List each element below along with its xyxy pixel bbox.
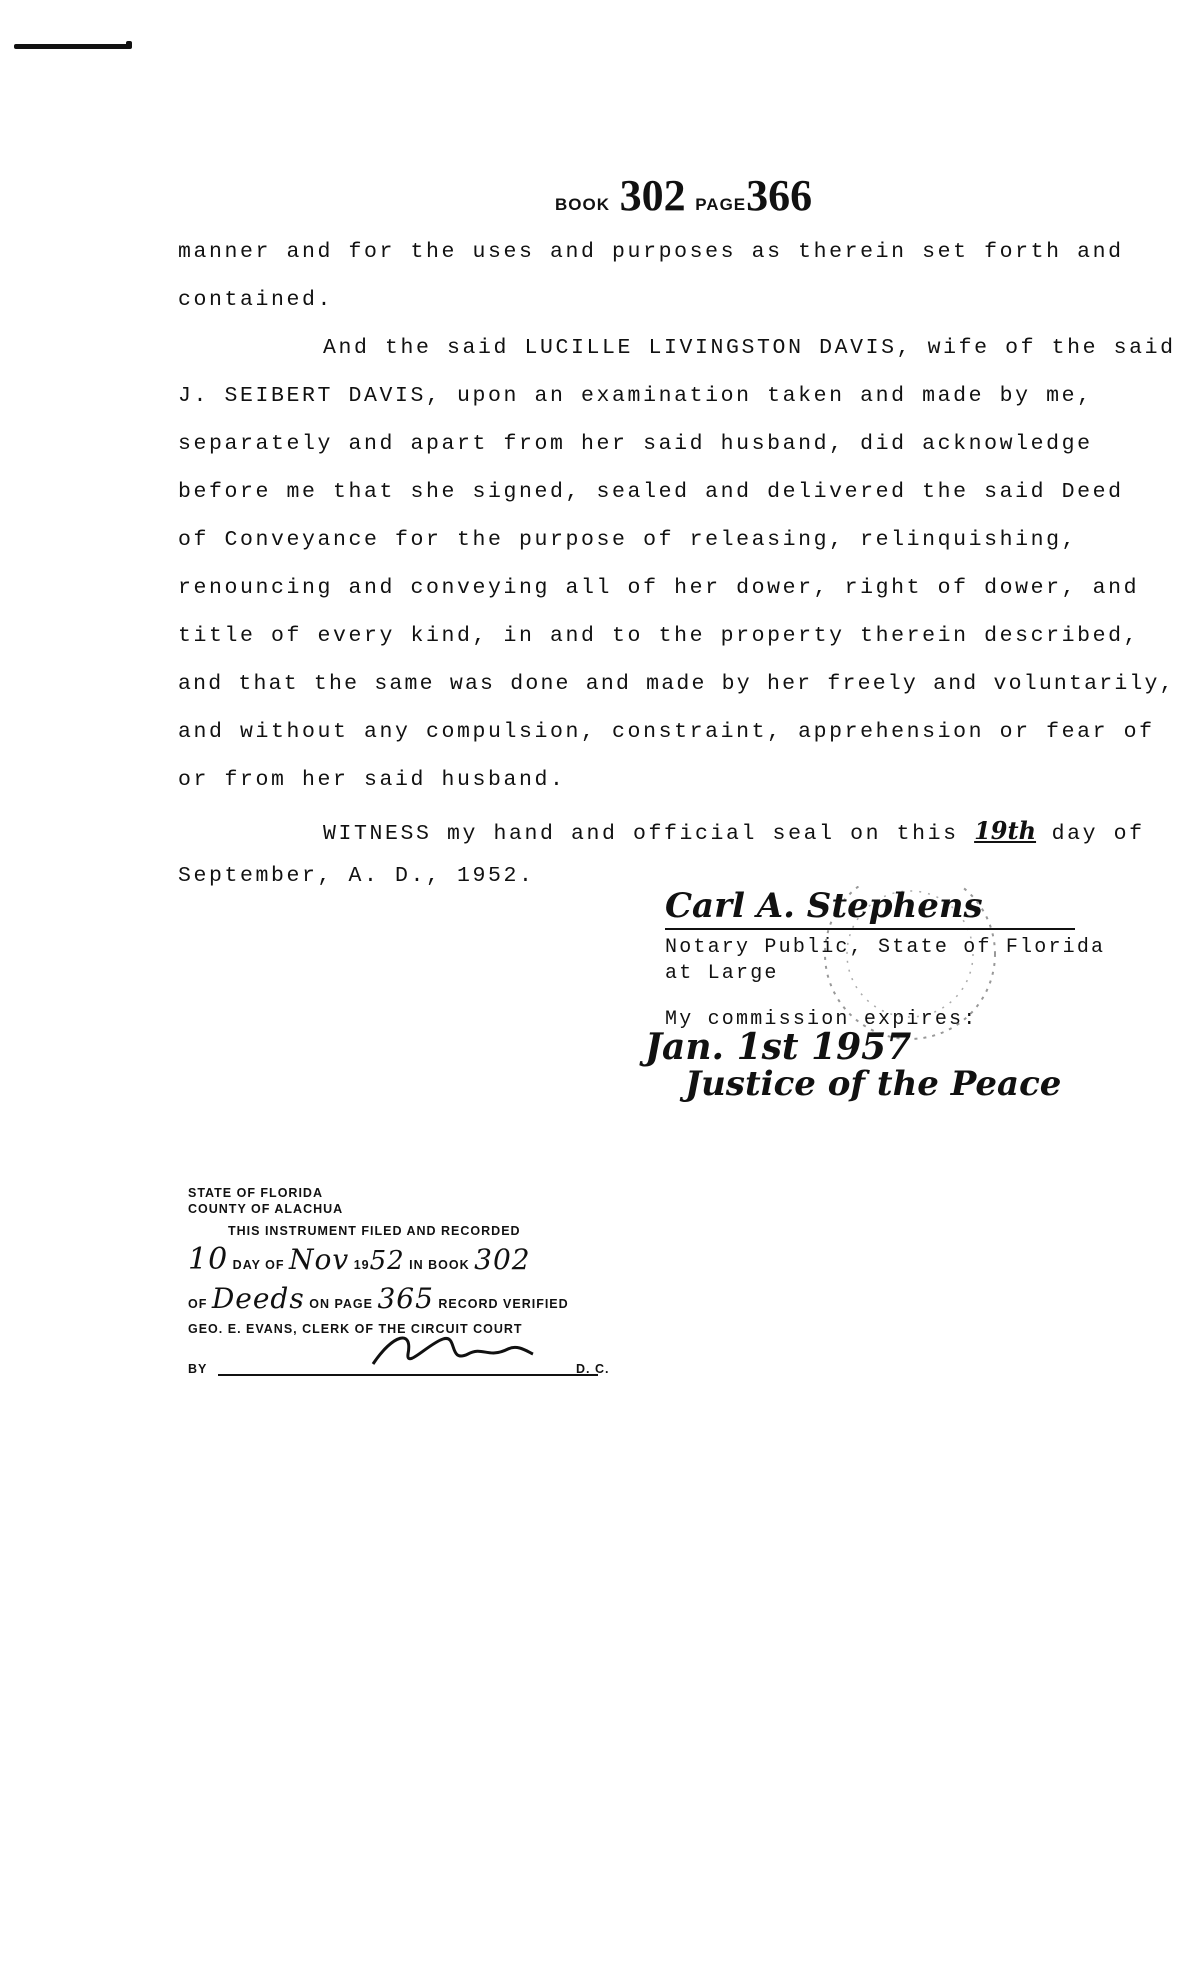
commission-label: My commission expires: <box>665 1008 978 1031</box>
stamp-clerk: GEO. E. EVANS, CLERK OF THE CIRCUIT COURT <box>188 1322 523 1336</box>
book-label: BOOK <box>555 195 610 214</box>
stamp-in-book-label: IN BOOK <box>409 1258 470 1272</box>
stamp-filed: THIS INSTRUMENT FILED AND RECORDED <box>228 1224 521 1238</box>
date-line: September, A. D., 1952. <box>178 864 535 888</box>
body-line: J. SEIBERT DAVIS, upon an examination taken and made by me, <box>178 384 1093 408</box>
stamp-by-line <box>218 1374 598 1376</box>
body-line: manner and for the uses and purposes as therein set forth and <box>178 240 1124 264</box>
stamp-page-row <box>188 1282 569 1315</box>
body-line: and that the same was done and made by her freely and voluntarily, <box>178 672 1175 696</box>
witness-text: WITNESS my hand and official seal on this <box>323 822 959 846</box>
body-line: renouncing and conveying all of her dower, right of dower, and <box>178 576 1140 600</box>
stamp-on-page-label: ON PAGE <box>309 1297 373 1311</box>
stamp-county: COUNTY OF ALACHUA <box>188 1202 344 1216</box>
stamp-record-verified: RECORD VERIFIED <box>438 1297 569 1311</box>
body-line: of Conveyance for the purpose of releasing, relinquishing, <box>178 528 1078 552</box>
notary-signature-block <box>645 886 1135 1126</box>
recording-stamp <box>188 1186 628 1386</box>
stamp-dc-label: D. C. <box>576 1362 610 1376</box>
stamp-book-value: 302 <box>474 1243 531 1276</box>
stamp-page-value: 365 <box>377 1282 434 1315</box>
stamp-year-prefix: 19 <box>353 1258 370 1272</box>
page-number: 366 <box>746 171 813 220</box>
stamp-year-value: 52 <box>369 1246 405 1276</box>
stamp-state: STATE OF FLORIDA <box>188 1186 323 1200</box>
body-line: And the said LUCILLE LIVINGSTON DAVIS, wife of the said <box>323 336 1176 360</box>
stamp-day-row <box>188 1242 531 1277</box>
stamp-month-value: Nov <box>289 1243 350 1276</box>
stamp-record-type: Deeds <box>211 1282 305 1315</box>
stamp-of-label: OF <box>188 1297 208 1311</box>
stamp-by-label: BY <box>188 1362 208 1376</box>
clerk-signature <box>368 1324 538 1374</box>
witness-line <box>323 816 1145 846</box>
body-line: separately and apart from her said husband, did acknowledge <box>178 432 1093 456</box>
stamp-day-label: DAY OF <box>232 1258 285 1272</box>
body-line: before me that she signed, sealed and delivered the said Deed <box>178 480 1124 504</box>
body-line: and without any compulsion, constraint, apprehension or fear of <box>178 720 1155 744</box>
signature-line <box>665 928 1075 930</box>
notary-at-large: at Large <box>665 962 779 985</box>
notary-title: Notary Public, State of Florida <box>665 936 1106 959</box>
justice-of-peace: Justice of the Peace <box>685 1064 1062 1104</box>
notary-signature: Carl A. Stephens <box>665 886 983 926</box>
body-line: contained. <box>178 288 334 312</box>
stamp-day-value: 10 <box>188 1242 229 1277</box>
body-line: title of every kind, in and to the property therein described, <box>178 624 1140 648</box>
book-page-header <box>555 170 812 221</box>
corner-mark <box>14 44 130 49</box>
commission-date: Jan. 1st 1957 <box>645 1026 912 1068</box>
witness-text-end: day of <box>1051 822 1145 846</box>
page-label: PAGE <box>695 195 747 214</box>
body-line: or from her said husband. <box>178 768 566 792</box>
book-number: 302 <box>619 171 686 220</box>
witness-day: 19th <box>974 816 1037 845</box>
